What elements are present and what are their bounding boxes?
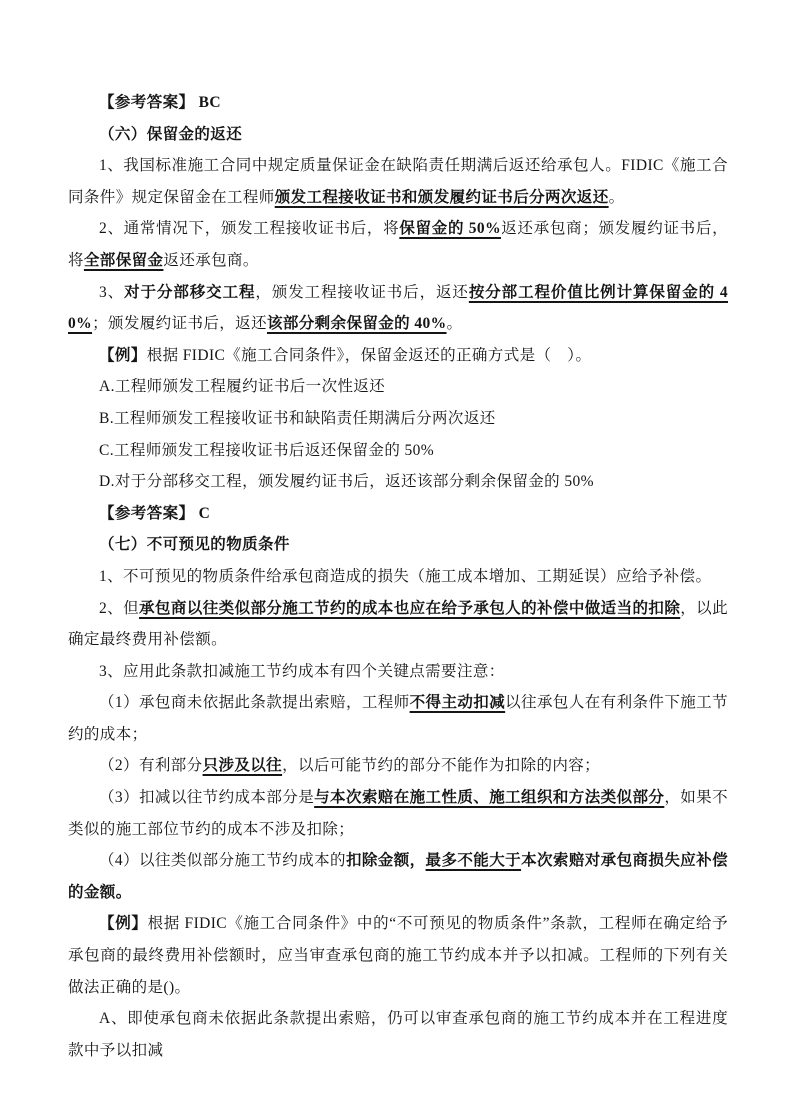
paragraph [68, 750, 728, 782]
paragraph [68, 150, 728, 213]
emphasis-bold-text: 扣除金额， [345, 852, 426, 870]
emphasis-bold-text: 【例】 [99, 346, 147, 364]
text-run: 1、不可预见的物质条件给承包商造成的损失（施工成本增加、工期延误）应给予补偿。 [99, 567, 712, 585]
text-run: 3、应用此条款扣减施工节约成本有四个关键点需要注意： [99, 662, 505, 680]
option [68, 1003, 728, 1066]
text-run: 2、通常情况下，颁发工程接收证书后，将 [99, 220, 400, 238]
option [68, 371, 728, 403]
text-run: 3、 [99, 283, 125, 301]
paragraph [68, 782, 728, 845]
emphasis-underline-text: 保留金的 50% [399, 220, 501, 238]
text-run: ，以此确定最终费用补偿额。 [68, 599, 729, 649]
paragraph [68, 845, 728, 908]
emphasis-underline-text: 该部分剩余保留金的 40% [266, 315, 447, 333]
text-run: ；颁发履约证书后，返还 [92, 315, 267, 333]
example-question [68, 340, 728, 372]
text-run: （2）有利部分 [99, 757, 203, 775]
option [68, 403, 728, 435]
text-run: A、即使承包商未依据此条款提出索赔，仍可以审查承包商的施工节约成本并在工程进度款中予以扣减 [68, 1010, 728, 1059]
emphasis-bold-text: 对于分部移交工程 [124, 283, 256, 301]
text-run: A.工程师颁发工程履约证书后一次性返还 [99, 378, 386, 396]
section-heading [68, 529, 728, 561]
emphasis-bold-text: 【例】 [99, 915, 148, 933]
text-run: 根据 FIDIC《施工合同条件》，保留金返还的正确方式是（ ）。 [146, 346, 592, 364]
emphasis-underline-text: 按分部工程价值比例计算保留金的 40% [68, 283, 728, 333]
option [68, 466, 728, 498]
emphasis-underline-text: 承包商以往类似部分施工节约的成本也应在给予承包人的补偿中做适当的扣除 [139, 599, 681, 617]
text-run: 根据 FIDIC《施工合同条件》中的“不可预见的物质条件”条款，工程师在确定给予承包商的最终费用补偿额时，应当审查承包商的施工节约成本并予以扣减。工程师的下列有关做法正确的是()。 [68, 915, 728, 996]
text-run: 返还承包商；颁发履约证书后，将 [68, 220, 728, 269]
emphasis-underline-text: 与本次索赔在施工性质、施工组织和方法类似部分 [314, 789, 665, 807]
emphasis-bold-text: （七）不可预见的物质条件 [99, 536, 290, 554]
text-run: （1）承包商未依据此条款提出索赔，工程师 [99, 694, 410, 712]
text-run: ，以后可能节约的部分不能作为扣除的内容； [282, 757, 601, 775]
answer-key [68, 498, 728, 530]
example-question [68, 908, 728, 1003]
text-run: 2、但 [99, 599, 140, 617]
emphasis-bold-text: （六）保留金的返还 [99, 125, 243, 143]
text-run: （4）以往类似部分施工节约成本的 [99, 852, 346, 870]
paragraph [68, 687, 728, 750]
paragraph [68, 561, 728, 593]
text-run: 1、我国标准施工合同中规定质量保证金在缺陷责任期满后返还给承包人。FIDIC《施工合同条件》规定保留金在工程师 [68, 157, 728, 206]
text-run: C.工程师颁发工程接收证书后返还保留金的 50% [99, 441, 435, 459]
text-run: 以往承包人在有利条件下施工节约的成本； [68, 694, 728, 743]
emphasis-underline-text: 最多不能大于 [425, 852, 522, 870]
text-run: 返还承包商。 [163, 251, 259, 269]
text-run: 。 [446, 315, 463, 333]
text-run: 。 [608, 188, 625, 206]
paragraph [68, 656, 728, 688]
text-run: D.对于分部移交工程，颁发履约证书后，返还该部分剩余保留金的 50% [99, 473, 594, 491]
text-run: （3）扣减以往节约成本部分是 [99, 789, 315, 807]
emphasis-bold-text: 【参考答案】 C [99, 504, 211, 522]
emphasis-underline-text: 不得主动扣减 [409, 694, 506, 712]
paragraph [68, 277, 728, 340]
emphasis-underline-text: 只涉及以往 [202, 757, 283, 775]
text-run: ，如果不类似的施工部位节约的成本不涉及扣除； [68, 789, 728, 838]
paragraph [68, 593, 728, 656]
text-run: B.工程师颁发工程接收证书和缺陷责任期满后分两次返还 [99, 409, 496, 427]
emphasis-underline-text: 颁发工程接收证书和颁发履约证书后分两次返还 [274, 188, 609, 206]
emphasis-bold-text: 本次索赔对承包商损失应补偿的金额。 [68, 852, 728, 901]
emphasis-underline-text: 全部保留金 [83, 251, 164, 269]
option [68, 435, 728, 467]
answer-key [68, 87, 728, 119]
document-body [68, 87, 728, 1066]
emphasis-bold-text: 【参考答案】 BC [99, 94, 222, 111]
paragraph [68, 213, 728, 276]
text-run: ，颁发工程接收证书后，返还 [255, 283, 469, 301]
section-heading [68, 119, 728, 151]
